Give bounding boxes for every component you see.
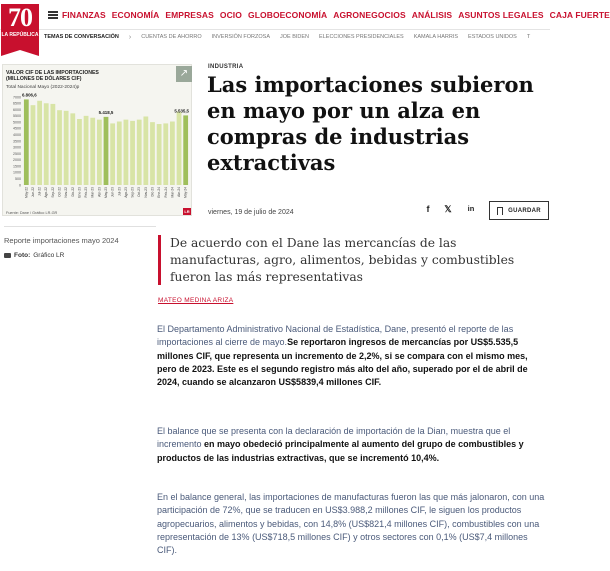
bar-Abr-24 (177, 112, 182, 185)
y-tick-label: 3000 (13, 145, 21, 150)
bar-Ene-23 (77, 119, 82, 185)
y-tick-label: 4500 (13, 126, 21, 131)
bar-Nov-23 (143, 116, 148, 185)
bar-Jul-23 (117, 122, 122, 185)
x-tick-label: Mar-23 (90, 187, 95, 198)
facebook-icon[interactable]: f (426, 204, 430, 214)
x-tick-label: May-22 (24, 187, 29, 198)
y-tick-label: 500 (15, 177, 21, 182)
bar-Mar-23 (90, 118, 95, 185)
hamburger-menu-icon[interactable] (48, 11, 58, 19)
caption-divider (4, 226, 156, 227)
publish-date: viernes, 19 de julio de 2024 (208, 209, 294, 216)
y-tick-label: 1000 (13, 170, 21, 175)
y-tick-label: 2500 (13, 151, 21, 156)
p2-bold: en mayo obedeció principalmente al aumento del grupo de combustibles y productos de las industrias extractivas, que se incrementó 10,4%. (157, 439, 524, 463)
x-tick-label: Ago-22 (44, 187, 49, 198)
y-tick-label: 6500 (13, 101, 21, 106)
x-tick-label: Abr-24 (177, 187, 182, 197)
nav-item-empresas[interactable]: EMPRESAS (165, 10, 214, 20)
body-paragraph-3 (157, 491, 549, 557)
bookmark-icon (497, 207, 503, 215)
x-tick-label: Oct-23 (137, 187, 142, 197)
x-tick-label: Ene-24 (157, 187, 162, 198)
y-tick-label: 2000 (13, 158, 21, 163)
p1-plain: El Departamento Administrativo Nacional de Estadística, Dane, presentó el reporte de las importaciones al cierre de mayo. (157, 324, 514, 348)
x-tick-label: Jun-23 (110, 187, 115, 198)
nav-item-ocio[interactable]: OCIO (219, 10, 242, 20)
summary-accent-bar (158, 235, 161, 285)
featured-chart[interactable] (2, 64, 192, 216)
expand-arrow-icon[interactable]: ↗ (176, 66, 192, 82)
x-tick-label: Nov-23 (143, 187, 148, 198)
x-tick-label: May-24 (183, 187, 188, 198)
y-tick-label: 5500 (13, 114, 21, 119)
chart-subtitle: Total Nacional Mayo (2022-2024)p (6, 85, 80, 90)
topics-label: TEMAS DE CONVERSACIÓN (44, 34, 119, 40)
y-tick-label: 6000 (13, 107, 21, 112)
chart-source: Fuente: Dane / Gráfico LR-GR (6, 211, 58, 215)
y-tick-label: 0 (19, 183, 21, 188)
bar-May-22 (24, 99, 29, 185)
nav-item-finanzas[interactable]: FINANZAS (62, 10, 106, 20)
linkedin-icon[interactable]: in (467, 204, 475, 213)
data-label: 5.535,5 (174, 108, 190, 114)
bar-Jun-23 (110, 123, 115, 185)
nav-item-caja-fuerte[interactable]: CAJA FUERTE (549, 10, 610, 20)
x-tick-label: Ene-23 (77, 187, 82, 198)
topic-item[interactable]: ESTADOS UNIDOS (468, 34, 517, 40)
x-tick-label: Ago-23 (123, 187, 128, 198)
chevron-right-icon: › (128, 33, 132, 41)
article-summary: De acuerdo con el Dane las mercancías de las manufacturas, agro, alimentos, bebidas y combustibles fueron las más representativas (170, 236, 515, 284)
x-tick-label: Feb-23 (84, 187, 89, 198)
bar-Dic-22 (70, 113, 75, 185)
y-tick-label: 5000 (13, 120, 21, 125)
x-icon[interactable]: 𝕏 (444, 204, 452, 214)
chart-title: VALOR CIF DE LAS IMPORTACIONES (MILLONES DE DÓLARES CIF) (6, 70, 99, 82)
topics-bar (44, 30, 550, 44)
page-title: Las importaciones subieron en mayo por un alza en compras de industrias extractivas (207, 72, 534, 175)
bar-May-23 (104, 117, 109, 185)
nav-item-análisis[interactable]: ANÁLISIS (411, 10, 453, 20)
bar-Feb-23 (84, 116, 89, 185)
logo-number: 70 (8, 3, 32, 32)
bar-Feb-24 (163, 123, 168, 185)
photo-credit-text: Gráfico LR (33, 252, 65, 259)
x-tick-label: Mar-24 (170, 187, 175, 198)
bar-Mar-24 (170, 122, 175, 185)
lr-brand-mark: LR (184, 209, 190, 214)
bar-Abr-23 (97, 120, 102, 185)
nav-item-asuntos-legales[interactable]: ASUNTOS LEGALES (458, 10, 544, 20)
save-label: GUARDAR (508, 207, 541, 214)
logo-text: LA REPÚBLICA (1, 32, 39, 38)
topic-item[interactable]: KAMALA HARRIS (413, 34, 459, 40)
nav-item-agronegocios[interactable]: AGRONEGOCIOS (333, 10, 406, 20)
save-button[interactable] (489, 201, 549, 220)
bar-Dic-23 (150, 122, 155, 185)
topic-item[interactable]: CUENTAS DE AHORRO (141, 34, 202, 40)
x-tick-label: Jul-22 (37, 187, 42, 196)
camera-icon (4, 253, 11, 258)
author-link[interactable]: MATEO MEDINA ARIZA (158, 297, 234, 304)
y-tick-label: 1500 (13, 164, 21, 169)
bar-Oct-22 (57, 110, 62, 185)
bar-Ago-22 (44, 103, 49, 185)
section-label[interactable]: INDUSTRIA (208, 64, 244, 70)
body-paragraph-2 (157, 425, 549, 465)
x-tick-label: Sep-22 (50, 187, 55, 198)
nav-item-economía[interactable]: ECONOMÍA (111, 10, 160, 20)
photo-label: Foto: (14, 252, 31, 259)
photo-credit (4, 252, 64, 259)
bar-Oct-23 (137, 120, 142, 185)
x-tick-label: May-23 (104, 187, 108, 198)
x-tick-label: Dic-23 (150, 187, 155, 197)
bar-Ago-23 (124, 120, 129, 185)
x-tick-label: Nov-22 (64, 187, 69, 198)
bar-Jun-22 (31, 105, 36, 185)
p3-text: En el balance general, las importaciones de manufacturas fueron las que más jalonaron, con una participación de 72%, que se traducen en US$3.988,2 millones CIF, le siguen los productos agropecuarios, alimentos y bebidas, con 14,8% (US$821,4 millones CIF), combustibles con una representación de 13% (US$718,5 millones CIF) y otros sectores con 0,1% (US$7,4 millones CIF). (157, 492, 545, 556)
bar-Nov-22 (64, 111, 69, 185)
x-tick-label: Abr-23 (97, 187, 102, 197)
x-tick-label: Jun-22 (30, 187, 35, 198)
nav-item-globoeconomía[interactable]: GLOBOECONOMÍA (247, 10, 328, 20)
topic-item[interactable]: ELECCIONES PRESIDENCIALES (319, 34, 404, 40)
y-tick-label: 4000 (13, 133, 21, 138)
topic-item[interactable]: INVERSIÓN FORZOSA (211, 34, 270, 40)
bar-Sep-22 (50, 104, 55, 185)
bar-Sep-23 (130, 121, 135, 185)
image-caption: Reporte importaciones mayo 2024 (4, 236, 119, 245)
body-paragraph-1 (157, 323, 549, 389)
bar-May-24 (183, 115, 188, 185)
topic-item[interactable]: JOE BIDEN (280, 34, 310, 40)
bar-Ene-24 (157, 124, 162, 185)
y-tick-label: 7000 (13, 95, 21, 100)
main-nav (62, 10, 610, 20)
x-tick-label: Feb-24 (163, 187, 168, 198)
topic-item[interactable]: T (526, 34, 531, 40)
site-logo[interactable] (1, 4, 39, 50)
x-tick-label: Jul-23 (117, 187, 122, 196)
y-tick-label: 3500 (13, 139, 21, 144)
x-tick-label: Oct-22 (57, 187, 62, 197)
p2-plain: El balance que se presenta con la declaración de importación de la Dian, muestra que el incremento (157, 426, 511, 450)
x-tick-label: Dic-22 (70, 187, 75, 197)
data-label: 5.418,5 (98, 109, 114, 115)
x-tick-label: Sep-23 (130, 187, 135, 198)
bar-chart (3, 91, 193, 215)
bar-Jul-22 (37, 101, 42, 185)
p1-bold: Se reportaron ingresos de mercancías por US$5.535,5 millones CIF, que representa un incremento de 2,2%, si se compara con el mismo mes, pero de 2023. Este es el segundo registro más alto del año, superado por el de abril de 2024, cuando se alcanzaron US$5839,4 millones CIF. (157, 337, 528, 388)
data-label: 6.806,6 (21, 92, 37, 98)
